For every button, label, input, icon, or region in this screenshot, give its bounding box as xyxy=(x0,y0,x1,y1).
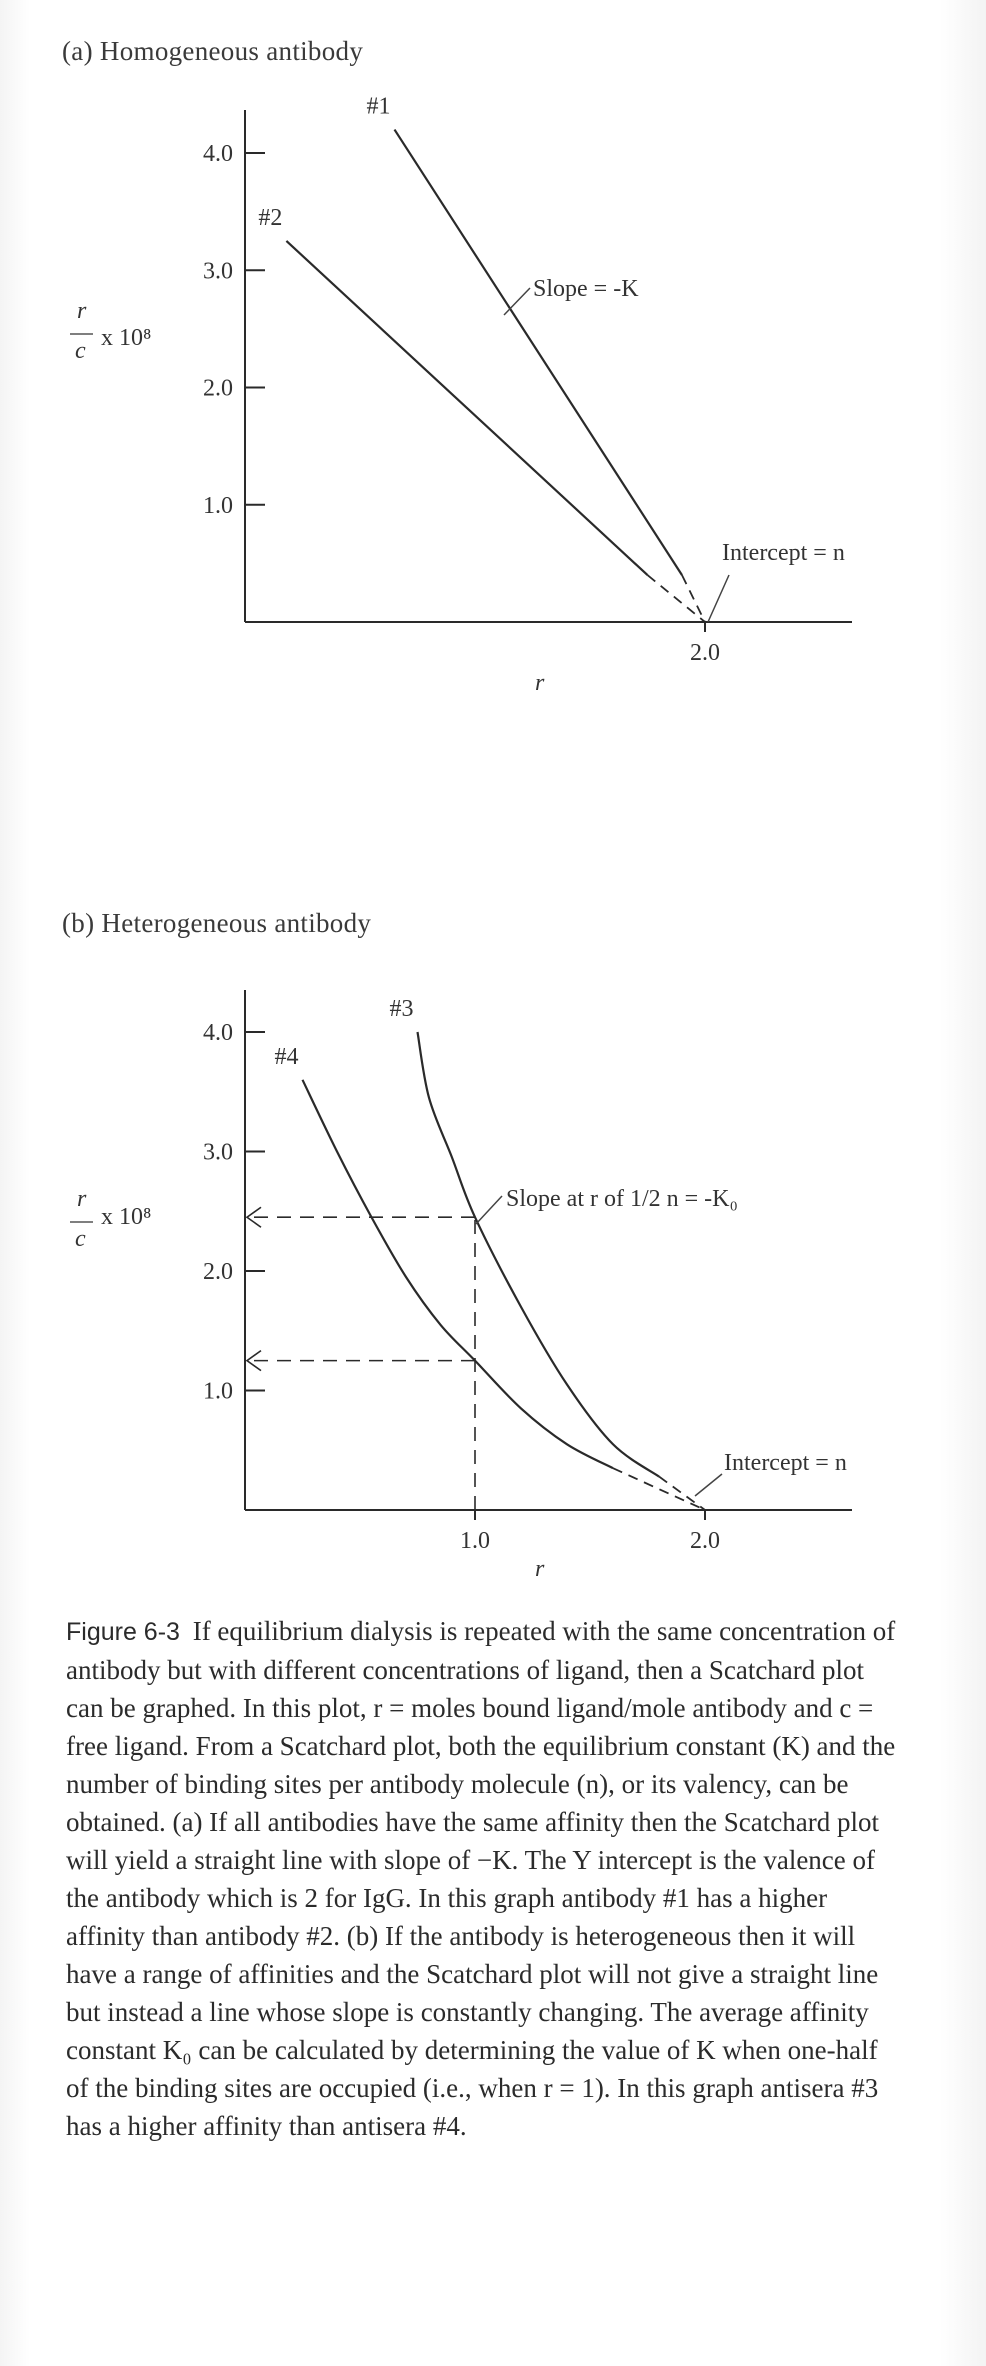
figure-caption-text: If equilibrium dialysis is repeated with the same concentration of antibody but with different concentrations of ligand, then a Scatchard plot can be graphed. In this plot, r = moles bound ligand/mole antibody and c = free ligand. From a Scatchard plot, both the equilibrium constant (K) and the number of binding sites per antibody molecule (n), or its valency, can be obtained. (a) If all antibodies have the same affinity then the Scatchard plot will yield a straight line with slope of −K. The Y intercept is the valence of the antibody which is 2 for IgG. In this graph antibody #1 has a higher affinity than antibody #2. (b) If the antibody is heterogeneous then it will have a range of affinities and the Scatchard plot will not give a straight line but instead a line whose slope is constantly changing. The average affinity constant K₀ can be calculated by determining the value of K when one-half of the binding sites are occupied (i.e., when r = 1). In this graph antisera #3 has a higher affinity than antisera #4. xyxy=(66,1616,896,2141)
chart-b-x-tick-label: 1.0 xyxy=(460,1528,490,1554)
chart-b-ylabel-den: c xyxy=(75,1226,86,1252)
chart-a-slope-annotation: Slope = -K xyxy=(533,276,639,302)
chart-a-y-tick-label: 2.0 xyxy=(203,375,233,402)
chart-b-series-label: #3 xyxy=(389,996,414,1022)
chart-a-y-tick-label: 3.0 xyxy=(203,258,233,285)
chart-a-y-tick-label: 4.0 xyxy=(203,141,233,167)
chart-b-y-tick-label: 1.0 xyxy=(203,1378,233,1405)
panel-a-title: (a) Homogeneous antibody xyxy=(62,36,364,66)
chart-b-y-tick-label: 4.0 xyxy=(203,1020,233,1046)
chart-a-series-label: #2 xyxy=(258,204,283,231)
chart-b-ylabel-suffix: x 10⁸ xyxy=(101,1204,152,1230)
panel-b-title: (b) Heterogeneous antibody xyxy=(62,908,372,938)
chart-b-series xyxy=(275,996,706,1510)
chart-a-intercept-annotation: Intercept = n xyxy=(722,540,845,566)
chart-b-xlabel: r xyxy=(535,1556,545,1582)
chart-a-xlabel: r xyxy=(535,670,545,696)
chart-b-series-n4 xyxy=(303,1080,614,1468)
chart-a-ylabel-suffix: x 10⁸ xyxy=(101,325,152,351)
chart-b-y-tick-label: 2.0 xyxy=(203,1259,233,1285)
chart-a-x-tick-label: 2.0 xyxy=(690,640,720,666)
chart-a-y-tick-label: 1.0 xyxy=(203,492,233,519)
chart-b-labels xyxy=(70,1186,847,1582)
chart-a-ylabel-num: r xyxy=(77,298,87,324)
chart-b-series-label: #4 xyxy=(274,1043,299,1070)
chart-b-reference-lines xyxy=(245,1207,475,1510)
chart-b-intercept-pointer xyxy=(695,1474,722,1496)
chart-b-slope-pointer xyxy=(476,1196,502,1224)
chart-a-series-label: #1 xyxy=(366,93,391,120)
chart-b-x-tick-label: 2.0 xyxy=(690,1528,720,1554)
chart-b-intercept-annotation: Intercept = n xyxy=(724,1450,847,1476)
figure-caption-label: Figure 6-3 xyxy=(66,1618,180,1646)
figure-caption xyxy=(66,1612,896,2145)
chart-b-series-n3 xyxy=(418,1032,660,1477)
chart-b-extrapolation-n4 xyxy=(613,1468,705,1510)
chart-b-ylabel-num: r xyxy=(77,1186,87,1212)
chart-b-slope-annotation: Slope at r of 1/2 n = -K₀ xyxy=(506,1186,738,1212)
chart-a-ylabel-den: c xyxy=(75,338,86,364)
chart-b-y-tick-label: 3.0 xyxy=(203,1139,233,1166)
